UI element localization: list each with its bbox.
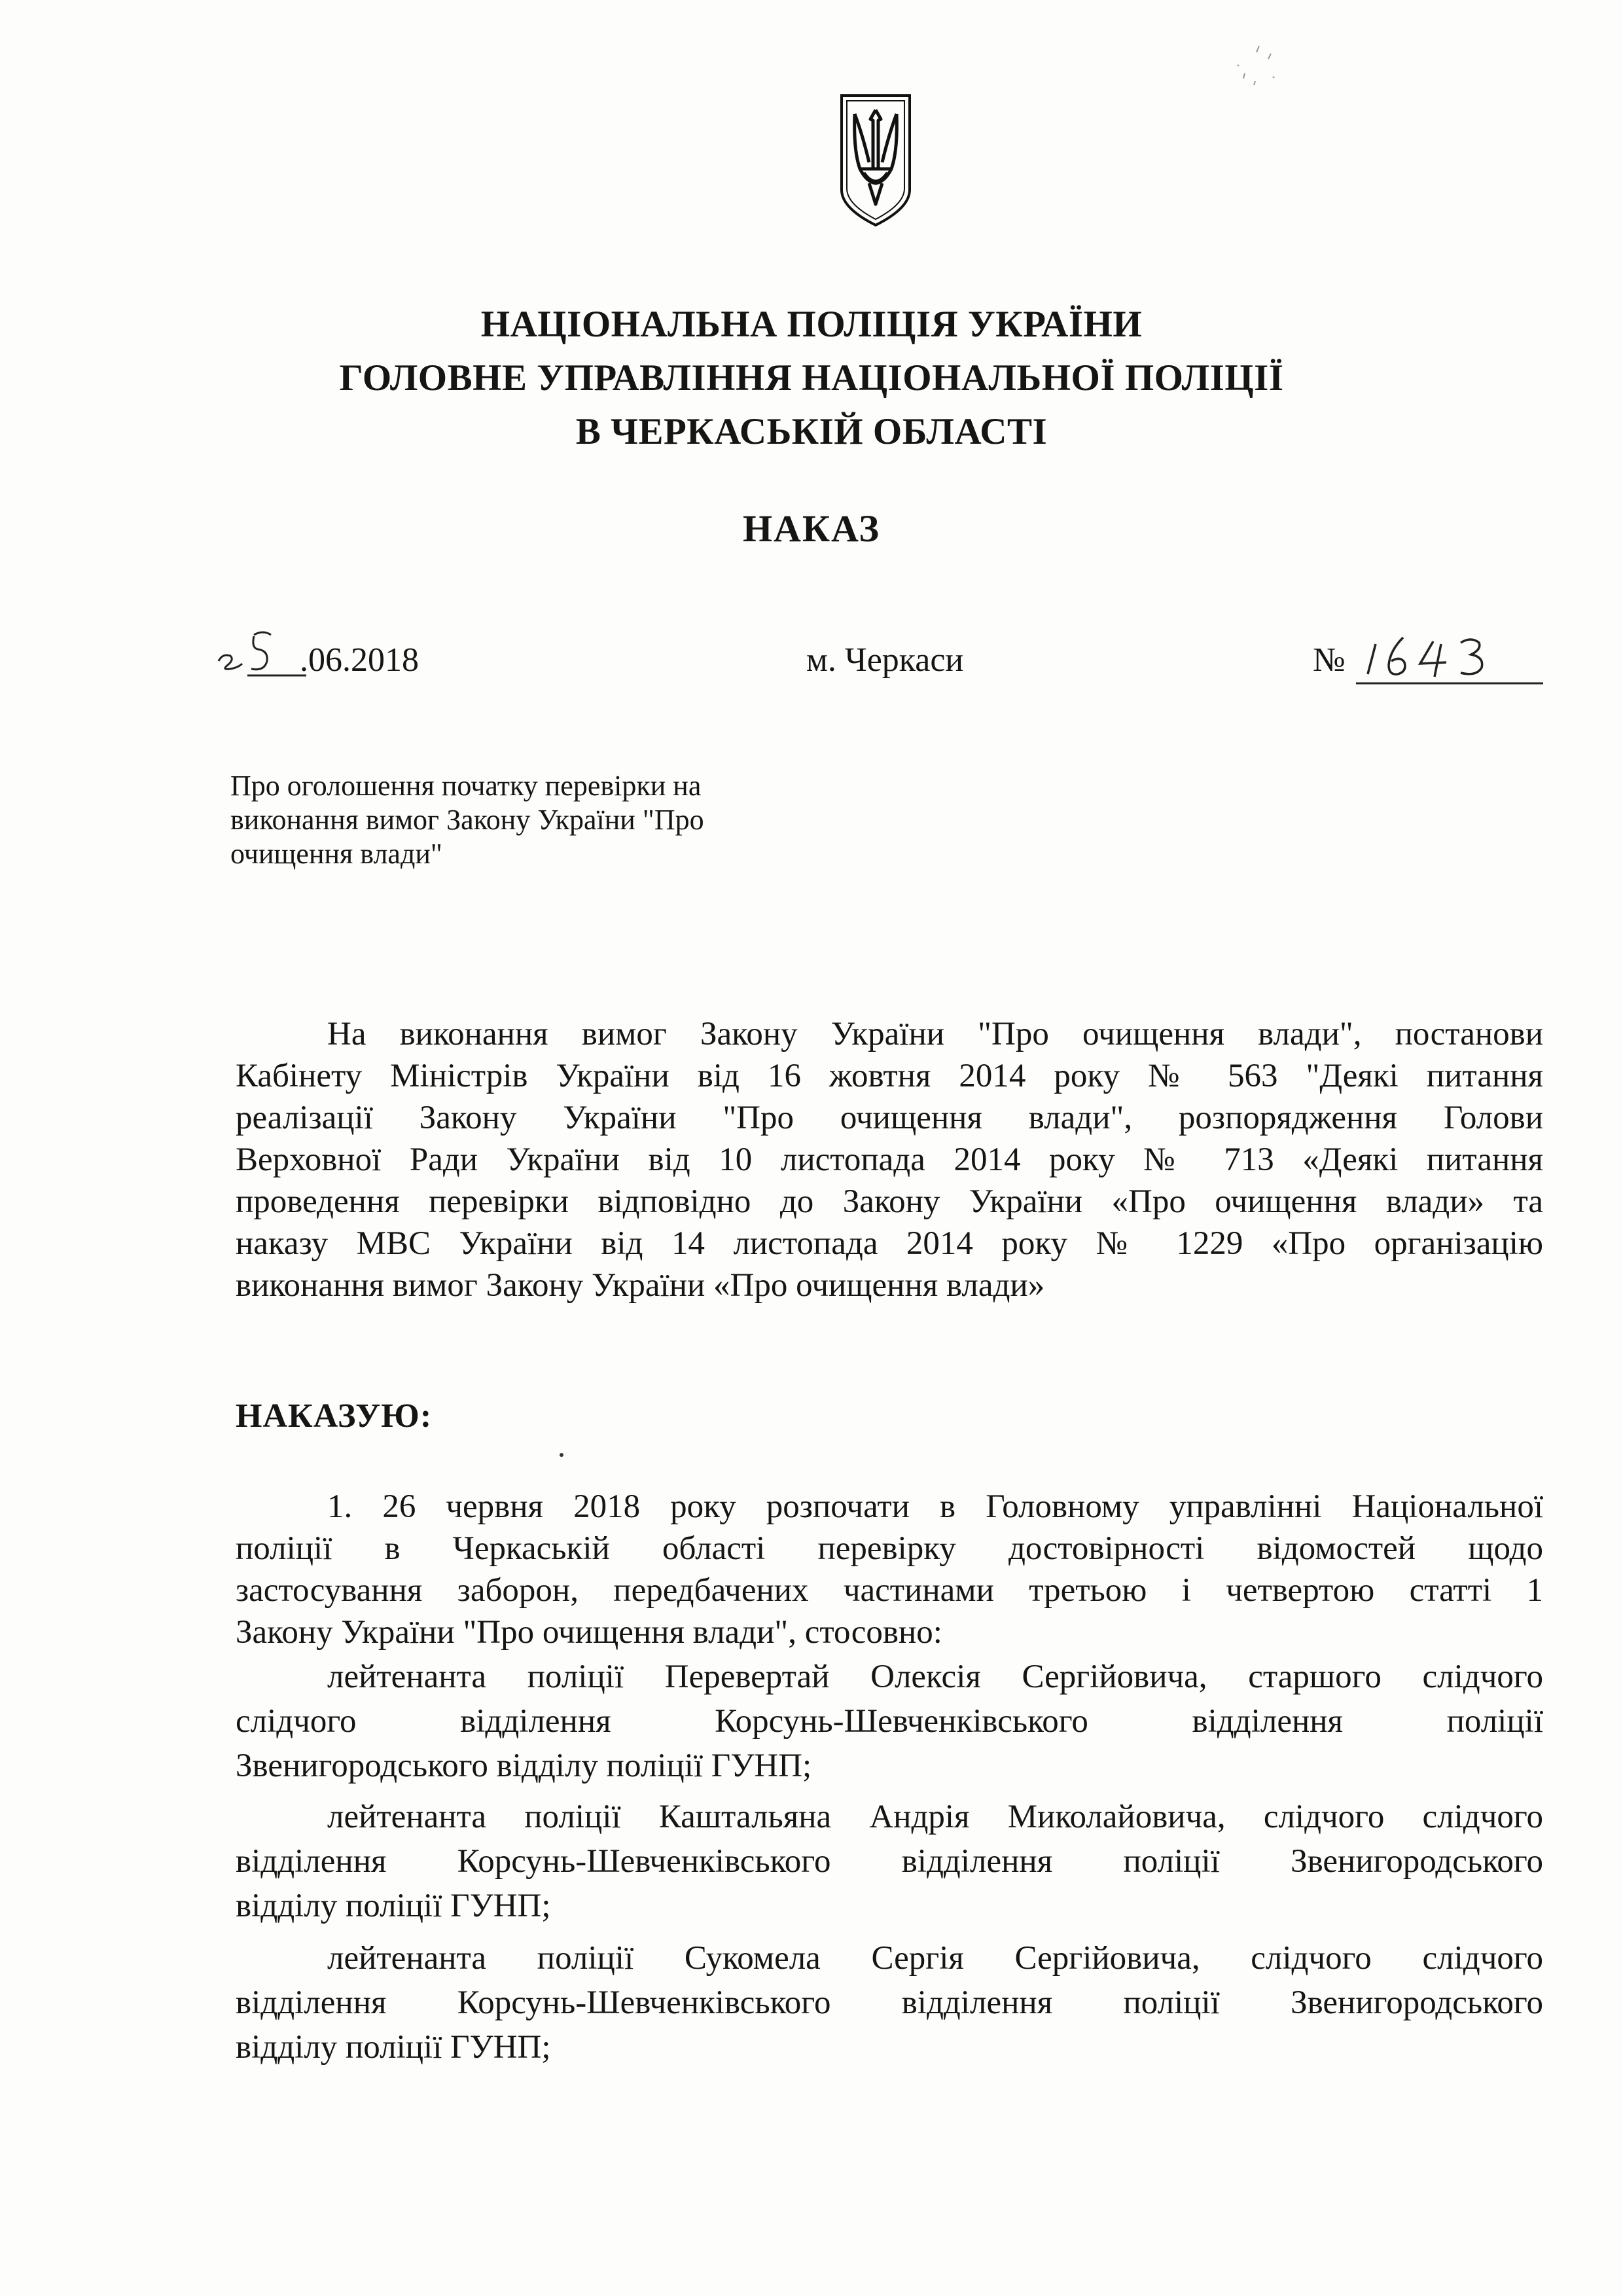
preamble-line: На виконання вимог Закону України "Про очищення влади", постанови [327, 1016, 1543, 1052]
preamble-line: Кабінету Міністрів України від 16 жовтня 2014 року № 563 "Деякі питання [236, 1058, 1543, 1094]
subject-line: Про оголошення початку перевірки на [230, 770, 702, 802]
order-word: НАКАЗУЮ: [236, 1397, 433, 1435]
person-1-line: Звенигородського відділу поліції ГУНП; [236, 1748, 812, 1784]
order-subject [230, 769, 806, 871]
city: м. Черкаси [806, 641, 964, 679]
preamble-line: Верховної Ради України від 10 листопада 2014 року № 713 «Деякі питання [236, 1141, 1543, 1178]
handwritten-number-value: 1643 [1356, 618, 1357, 619]
date-rest: .06.2018 [300, 641, 419, 679]
preamble-line: реалізації Закону України "Про очищення влади", розпорядження Голови [236, 1100, 1543, 1136]
scan-marks [1230, 39, 1283, 105]
order-date [208, 615, 483, 686]
order-title: НАКАЗ [742, 507, 881, 550]
preamble-line: виконання вимог Закону України «Про очищення влади» [236, 1267, 1045, 1304]
handwritten-day-value: 25 [208, 615, 209, 616]
person-2-line: лейтенанта поліції Каштальяна Андрія Миколайовича, слідчого слідчого [327, 1799, 1543, 1835]
person-1-line: лейтенанта поліції Перевертай Олексія Сергійовича, старшого слідчого [327, 1659, 1543, 1695]
item-1-line: Закону України "Про очищення влади", стосовно: [236, 1614, 942, 1651]
item-1-line: поліції в Черкаській області перевірку достовірності відомостей щодо [236, 1530, 1543, 1567]
person-1-line: слідчого відділення Корсунь-Шевченківського відділення поліції [236, 1703, 1543, 1740]
coat-of-arms-icon [836, 92, 915, 229]
header-line-3: В ЧЕРКАСЬКІЙ ОБЛАСТІ [575, 411, 1048, 452]
order-number [1313, 618, 1548, 690]
header-line-1: НАЦІОНАЛЬНА ПОЛІЦІЯ УКРАЇНИ [480, 304, 1143, 345]
person-3-line: відділення Корсунь-Шевченківського відділення поліції Звенигородського [236, 1984, 1543, 2021]
person-2-line: відділу поліції ГУНП; [236, 1888, 551, 1924]
person-3-line: лейтенанта поліції Сукомела Сергія Сергійовича, слідчого слідчого [327, 1940, 1543, 1977]
preamble-line: наказу МВС України від 14 листопада 2014 року № 1229 «Про організацію [236, 1225, 1543, 1262]
subject-line: виконання вимог Закону України "Про [230, 804, 704, 836]
subject-line: очищення влади" [230, 838, 442, 870]
person-3-line: відділу поліції ГУНП; [236, 2029, 551, 2066]
person-2-line: відділення Корсунь-Шевченківського відділення поліції Звенигородського [236, 1843, 1543, 1880]
scan-dot [560, 1453, 563, 1457]
header-line-2: ГОЛОВНЕ УПРАВЛІННЯ НАЦІОНАЛЬНОЇ ПОЛІЦІЇ [339, 357, 1284, 399]
handwritten-number-icon [1356, 618, 1546, 690]
item-1-line: 1. 26 червня 2018 року розпочати в Головному управлінні Національної [327, 1488, 1543, 1525]
preamble-line: проведення перевірки відповідно до Закону України «Про очищення влади» та [236, 1183, 1543, 1220]
handwritten-day-icon [208, 615, 306, 681]
number-sign: № [1313, 641, 1346, 679]
item-1-line: застосування заборон, передбачених частинами третьою і четвертою статті 1 [236, 1572, 1543, 1609]
